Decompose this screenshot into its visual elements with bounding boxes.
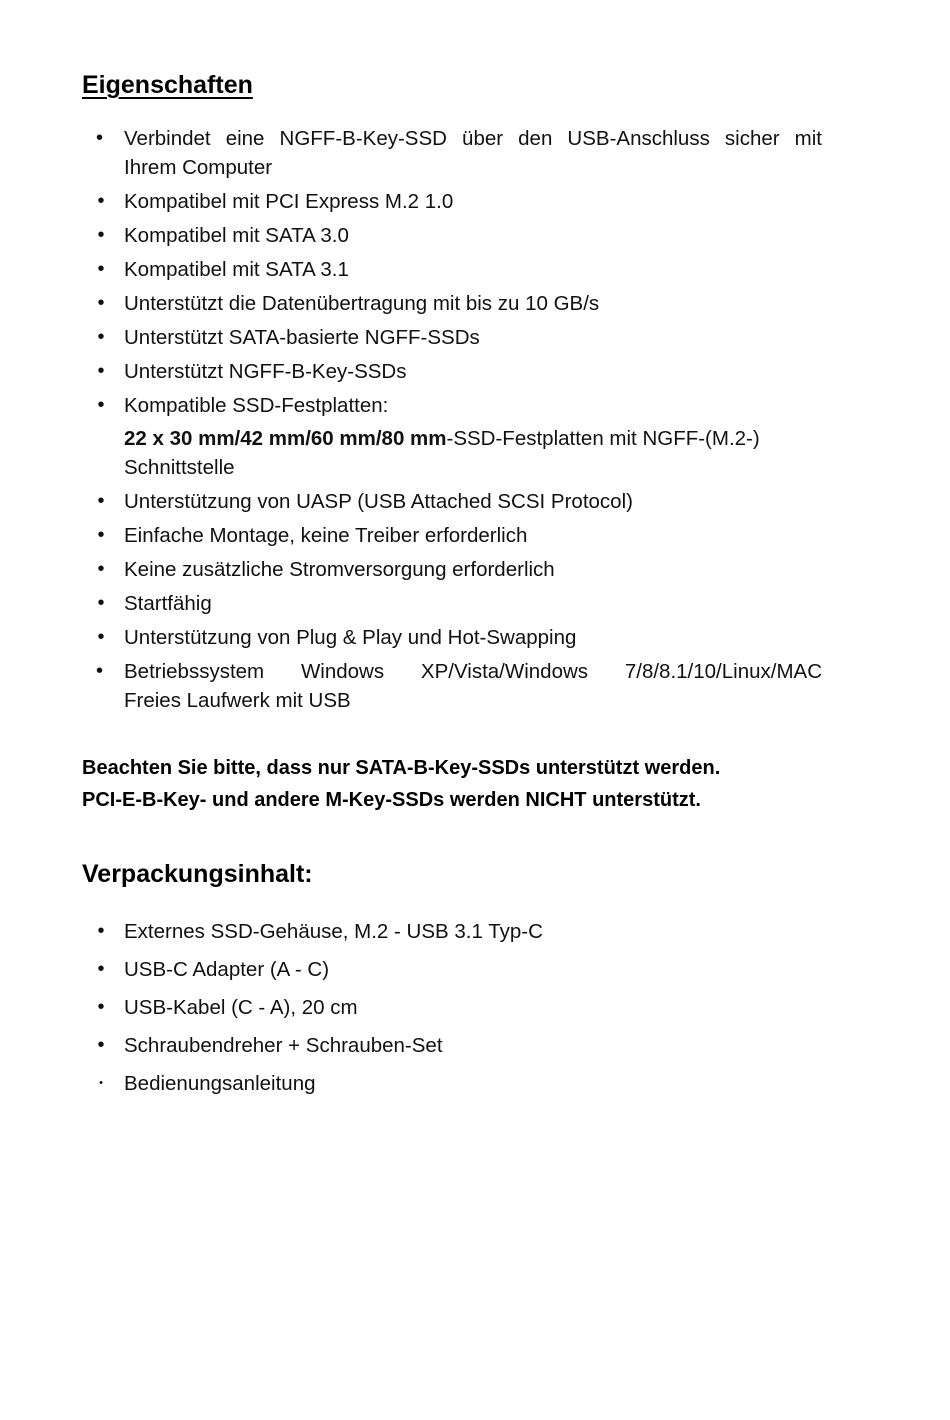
note-line: Beachten Sie bitte, dass nur SATA-B-Key-SSDs unterstützt werden. [82, 757, 721, 779]
list-item [82, 623, 822, 652]
list-item-text: Kompatibel mit PCI Express M.2 1.0 [124, 190, 454, 213]
note-line: PCI-E-B-Key- und andere M-Key-SSDs werden NICHT unterstützt. [82, 789, 701, 811]
list-item-text: Verbindet eine NGFF-B-Key-SSD über den USB-Anschluss sicher mit [124, 127, 822, 150]
list-item [82, 487, 822, 516]
list-item-text: Unterstützt NGFF-B-Key-SSDs [124, 360, 407, 383]
package-contents-heading: Verpackungsinhalt: [82, 860, 313, 888]
list-item-text: Kompatibel mit SATA 3.1 [124, 258, 349, 281]
list-item-text: Unterstützung von UASP (USB Attached SCSI Protocol) [124, 490, 633, 513]
bullet-icon: • [97, 592, 105, 614]
list-item [82, 255, 822, 284]
compatibility-note [82, 752, 842, 816]
list-item [82, 917, 822, 946]
list-item-text-continued: Freies Laufwerk mit USB [124, 689, 351, 712]
bullet-icon: • [97, 958, 105, 980]
list-item [82, 289, 822, 318]
bullet-icon: • [96, 660, 104, 682]
ssd-sizes-line2: Schnittstelle [124, 456, 235, 479]
list-item [82, 657, 822, 715]
list-item [82, 993, 822, 1022]
ssd-sizes-rest: -SSD-Festplatten mit NGFF-(M.2-) [446, 427, 760, 450]
features-list [82, 124, 822, 720]
list-item [82, 221, 822, 250]
list-item [82, 187, 822, 216]
list-item-text-continued: Ihrem Computer [124, 156, 273, 179]
list-item-text: Unterstützt SATA-basierte NGFF-SSDs [124, 326, 480, 349]
list-item [82, 1031, 822, 1060]
list-item [82, 555, 822, 584]
bullet-icon: • [99, 1077, 103, 1089]
list-item [82, 589, 822, 618]
list-item-text: Unterstützung von Plug & Play und Hot-Swapping [124, 626, 577, 649]
list-item [82, 955, 822, 984]
list-item [82, 357, 822, 386]
list-item [82, 521, 822, 550]
list-item-text: Kompatible SSD-Festplatten: [124, 394, 389, 417]
bullet-icon: • [97, 558, 105, 580]
list-item-text: Einfache Montage, keine Treiber erforderlich [124, 524, 528, 547]
bullet-icon: • [96, 127, 104, 149]
list-item [82, 323, 822, 352]
list-item-text: Kompatibel mit SATA 3.0 [124, 224, 349, 247]
bullet-icon: • [97, 326, 105, 348]
ssd-sizes-bold: 22 x 30 mm/42 mm/60 mm/80 mm [124, 427, 447, 450]
bullet-icon: • [97, 224, 105, 246]
list-item [82, 1069, 822, 1098]
bullet-icon: • [97, 394, 105, 416]
list-item-text: Externes SSD-Gehäuse, M.2 - USB 3.1 Typ-C [124, 920, 543, 943]
bullet-icon: • [97, 524, 105, 546]
features-heading: Eigenschaften [82, 71, 253, 99]
bullet-icon: • [97, 490, 105, 512]
package-contents-list [82, 917, 822, 1107]
list-item [82, 391, 822, 420]
bullet-icon: • [97, 626, 105, 648]
list-item-text: Startfähig [124, 592, 212, 615]
list-item-text: Bedienungsanleitung [124, 1072, 316, 1095]
list-item-text: Keine zusätzliche Stromversorgung erforderlich [124, 558, 555, 581]
bullet-icon: • [97, 190, 105, 212]
bullet-icon: • [97, 258, 105, 280]
list-item-text: USB-Kabel (C - A), 20 cm [124, 996, 358, 1019]
list-item-text: Betriebssystem Windows XP/Vista/Windows 7/8/8.1/10/Linux/MAC [124, 660, 822, 683]
bullet-icon: • [97, 996, 105, 1018]
list-item-text: Schraubendreher + Schrauben-Set [124, 1034, 443, 1057]
bullet-icon: • [97, 1034, 105, 1056]
bullet-icon: • [97, 292, 105, 314]
ssd-sizes-detail [82, 424, 822, 482]
list-item-text: Unterstützt die Datenübertragung mit bis zu 10 GB/s [124, 292, 600, 315]
list-item [82, 124, 822, 182]
bullet-icon: • [97, 360, 105, 382]
list-item-text: USB-C Adapter (A - C) [124, 958, 330, 981]
bullet-icon: • [97, 920, 105, 942]
